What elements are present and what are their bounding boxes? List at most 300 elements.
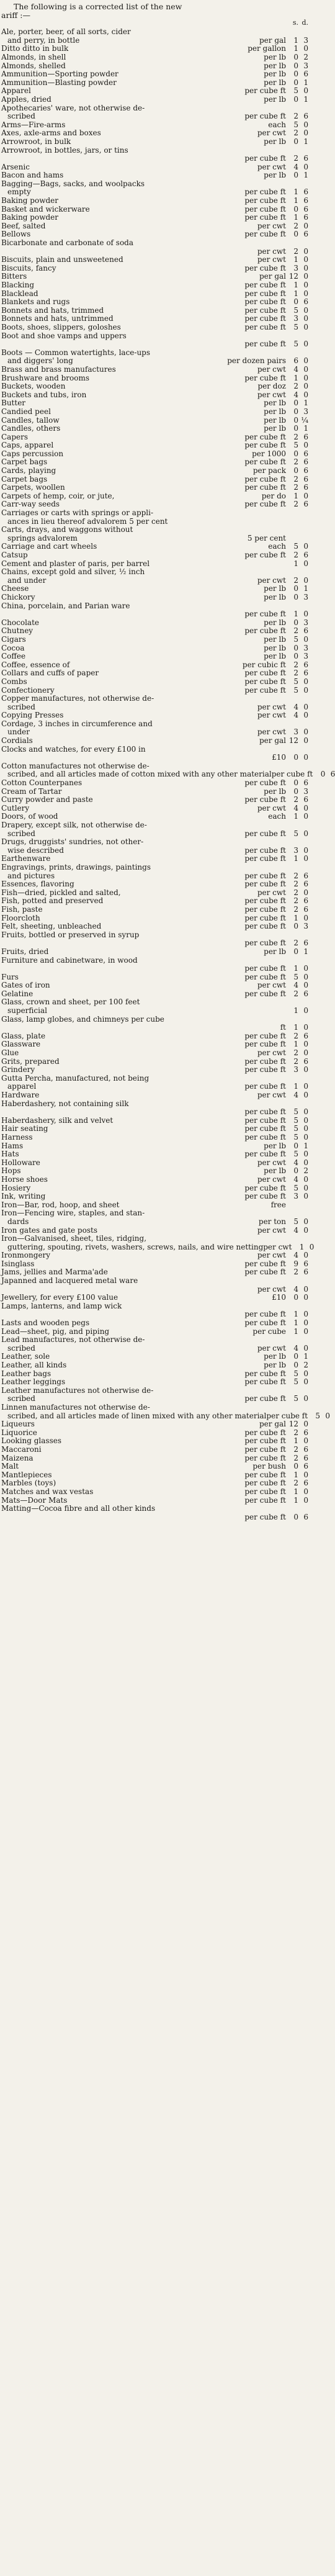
entry-pence: 0: [303, 364, 308, 374]
entry-unit: per cube ft: [244, 213, 286, 222]
entry-shillings: 5: [293, 972, 298, 981]
entry-pence: 0: [303, 727, 308, 737]
entry-pence: 0: [303, 441, 308, 450]
column-header: [1, 19, 308, 27]
entry-pence: 0: [303, 1284, 308, 1294]
entry-shillings: 0: [293, 947, 298, 956]
tariff-entry: [1, 779, 308, 788]
entry-description: [1, 619, 288, 628]
entry-unit: per cube ft: [244, 483, 286, 492]
tariff-entry: [1, 1505, 308, 1521]
entry-shillings: 2: [293, 128, 298, 138]
tariff-entry: [1, 1268, 308, 1277]
tariff-entry: [1, 70, 308, 79]
entry-text: Ink, writing: [1, 1192, 46, 1201]
entry-pence: 0: [303, 753, 308, 762]
entry-text: Liqueurs: [1, 1420, 35, 1429]
entry-shillings: 0: [293, 1293, 298, 1302]
entry-shillings: 2: [293, 1048, 298, 1058]
entry-unit: per cube ft: [244, 441, 286, 450]
entry-continuation: wise described: [7, 845, 64, 855]
entry-shillings: 9: [293, 1259, 298, 1268]
entry-pence: 0: [303, 685, 308, 695]
entry-pence: 3: [303, 592, 308, 601]
entry-pence: 0: [303, 272, 308, 281]
entry-pence: 0: [303, 1174, 308, 1184]
entry-text: Arrowroot, in bulk: [1, 137, 71, 146]
entry-shillings: 0: [293, 786, 298, 796]
entry-text: Copying Presses: [1, 711, 64, 720]
entry-unit: per cube ft: [244, 1394, 286, 1403]
tariff-entry: [1, 1361, 308, 1370]
entry-shillings: 1: [293, 1040, 298, 1049]
entry-description: [1, 1066, 288, 1074]
tariff-entry: [1, 500, 308, 509]
entry-unit: per cube ft: [244, 871, 286, 880]
tariff-entry: [1, 180, 308, 197]
entry-pence: 0: [303, 677, 308, 686]
tariff-entry: [1, 129, 308, 138]
tariff-entry: [1, 880, 308, 889]
tariff-entry: [1, 1328, 308, 1336]
entry-description: Haberdashery, not containing silk: [1, 1099, 129, 1108]
entry-text: Capers: [1, 432, 29, 441]
entry-unit: per lb: [264, 786, 286, 796]
entry-pence: 0: [303, 1343, 308, 1353]
entry-description: Lamps, lanterns, and lamp wick: [1, 1301, 122, 1310]
tariff-entry: [1, 1402, 331, 1420]
entry-pence: 0: [303, 1420, 308, 1429]
entry-description: Furniture and cabinetware, in wood: [1, 955, 138, 965]
entry-text: Gates of iron: [1, 981, 50, 990]
entry-description: [1, 1479, 288, 1488]
entry-pence: 0: [303, 854, 308, 863]
tariff-entry: [1, 745, 308, 762]
entry-description: [1, 551, 288, 560]
entry-pence: 0: [303, 610, 308, 619]
entry-description: [1, 981, 288, 990]
entry-description: [1, 1167, 288, 1176]
entry-shillings: 2: [293, 575, 298, 585]
entry-unit: per cwt: [257, 1225, 286, 1235]
entry-pence: 0: [303, 1006, 308, 1016]
tariff-entry: [1, 678, 308, 687]
entry-pence: 0: [303, 289, 308, 298]
entry-unit: 5 per cent: [247, 533, 286, 543]
tariff-entry: [1, 96, 308, 104]
entry-description: Drugs, druggists' sundries, not other-: [1, 837, 144, 847]
tariff-entry: [1, 28, 308, 45]
entry-pence: 6: [303, 778, 308, 788]
tariff-entry: [1, 45, 308, 53]
entry-description: [1, 779, 288, 788]
entry-shillings: 4: [293, 702, 298, 711]
entry-description: [1, 230, 288, 239]
entry-text: Caps percussion: [1, 449, 64, 458]
entry-description: [1, 636, 288, 644]
entry-description: [1, 1201, 288, 1210]
entry-description: [1, 290, 288, 299]
entry-shillings: 1: [293, 491, 298, 500]
entry-text: Fish, potted and preserved: [1, 896, 104, 906]
entry-shillings: 5: [293, 1115, 298, 1125]
entry-shillings: 5: [293, 1377, 298, 1387]
entry-pence: 0: [303, 221, 308, 230]
entry-text: Jewellery, for every £100 value: [1, 1293, 118, 1302]
entry-unit: per cube ft: [244, 904, 286, 914]
entry-shillings: 1: [293, 1318, 298, 1328]
entry-shillings: 0: [293, 424, 298, 433]
entry-shillings: 4: [293, 981, 298, 990]
tariff-entry: [1, 1353, 308, 1361]
entry-pence: 6: [303, 1268, 308, 1277]
entry-text: Hams: [1, 1141, 24, 1150]
entry-unit: per cube ft: [244, 972, 286, 981]
entry-description: [1, 922, 288, 931]
entry-shillings: 0: [293, 652, 298, 661]
entry-description: [1, 737, 288, 745]
entry-text: Haberdashery, silk and velvet: [1, 1115, 114, 1125]
entry-description: [1, 1251, 288, 1260]
entry-continuation: under: [7, 727, 30, 737]
entry-description: Iron—Galvanised, sheet, tiles, ridging,: [1, 1234, 147, 1243]
entry-pence: 0: [303, 305, 308, 315]
entry-pence: 0: [303, 1326, 308, 1336]
entry-description: [1, 1294, 288, 1302]
entry-pence: 6: [303, 551, 308, 559]
tariff-entry: [1, 1462, 308, 1471]
entry-continuation: and diggers' long: [7, 356, 73, 366]
entry-unit: per cube ft: [244, 1150, 286, 1159]
entry-shillings: 5: [293, 1107, 298, 1117]
entry-description: Bicarbonate and carbonate of soda: [1, 238, 134, 248]
entry-text: Hops: [1, 1166, 21, 1176]
entry-text: Cordials: [1, 736, 33, 745]
entry-shillings: 4: [293, 1284, 298, 1294]
entry-shillings: 1: [293, 255, 298, 264]
entry-unit: per cwt: [263, 1242, 292, 1251]
entry-pence: 0: [303, 1150, 308, 1159]
entry-shillings: [288, 518, 298, 526]
tariff-entry: [1, 711, 308, 720]
entry-unit: per cube ft: [244, 854, 286, 863]
entry-description: [1, 138, 288, 146]
entry-pence: 0: [303, 634, 308, 644]
entry-description: [1, 441, 288, 450]
entry-description: [1, 467, 288, 475]
entry-pence: 6: [303, 939, 308, 948]
entry-shillings: 2: [293, 474, 298, 484]
entry-shillings: 0: [293, 1141, 298, 1150]
tariff-entry: [1, 146, 308, 163]
entry-text: Brass and brass manufactures: [1, 364, 116, 374]
entry-unit: per cube ft: [244, 154, 286, 163]
entry-shillings: 4: [293, 1251, 298, 1260]
entry-text: Cocoa: [1, 643, 25, 652]
entry-description: Drapery, except silk, not otherwise de-: [1, 821, 147, 829]
entry-shillings: 3: [293, 263, 298, 272]
entry-pence: 0: [303, 972, 308, 981]
entry-text: Chocolate: [1, 618, 39, 627]
entry-shillings: 2: [293, 1444, 298, 1454]
entry-unit: per doz: [257, 382, 286, 391]
tariff-entry: [1, 458, 308, 467]
entry-unit: ft: [280, 1023, 286, 1032]
entry-shillings: 2: [293, 1056, 298, 1066]
entry-pence: 6: [303, 432, 308, 441]
entry-shillings: 5: [293, 677, 298, 686]
tariff-entry: [1, 441, 308, 450]
entry-description: [1, 627, 288, 636]
entry-shillings: 3: [293, 1065, 298, 1074]
entry-unit: per cwt: [257, 727, 286, 737]
tariff-entry: [1, 307, 308, 315]
entry-description: [1, 897, 288, 906]
entry-description: [1, 272, 288, 281]
entry-pence: 0: [303, 162, 308, 171]
entry-unit: per lb: [264, 947, 286, 956]
entry-text: Mantlepieces: [1, 1470, 52, 1479]
entry-unit: per cubic ft: [242, 660, 286, 669]
entry-shillings: 0: [293, 1352, 298, 1361]
entry-shillings: 2: [293, 1031, 298, 1040]
entry-description: [1, 450, 288, 459]
entry-unit: per cube ft: [244, 778, 286, 788]
entry-description: [1, 171, 288, 180]
entry-shillings: 0: [293, 1462, 298, 1471]
entry-description: [1, 644, 288, 653]
entry-continuation: scribed: [7, 702, 35, 711]
entry-continuation: and pictures: [7, 871, 55, 880]
entry-text: Blacklead: [1, 289, 38, 298]
entry-pence: 6: [303, 204, 308, 214]
entry-pence: 0: [303, 1369, 308, 1378]
entry-description: [1, 417, 288, 425]
entry-text: Looking glasses: [1, 1436, 62, 1446]
entry-pence: 0: [303, 1436, 308, 1446]
entry-unit: per cube ft: [244, 626, 286, 636]
entry-pence: 0: [303, 1048, 308, 1058]
entry-text: Isinglass: [1, 1259, 35, 1268]
entry-pence: 0: [303, 1310, 308, 1319]
entry-description: Carriages or carts with springs or appli-: [1, 508, 154, 518]
entry-unit: per cube ft: [244, 795, 286, 804]
entry-text: Almonds, in shell: [1, 52, 66, 61]
entry-pence: 6: [303, 500, 308, 509]
entry-pence: 1: [303, 171, 308, 180]
entry-shillings: 4: [293, 1174, 298, 1184]
entry-unit: per cube ft: [244, 989, 286, 998]
entry-unit: per cwt: [257, 1251, 286, 1260]
entry-text: Maizena: [1, 1453, 34, 1462]
entry-pence: 0: [303, 1183, 308, 1192]
entry-shillings: 2: [293, 382, 298, 391]
entry-description: [1, 121, 288, 130]
entry-description: [1, 475, 288, 484]
entry-pence: 3: [303, 652, 308, 661]
entry-description: [1, 399, 288, 408]
entry-description: Gutta Percha, manufactured, not being: [1, 1073, 150, 1083]
entry-pence: 0: [303, 128, 308, 138]
entry-pence: 6: [330, 770, 335, 779]
entry-text: Candles, others: [1, 424, 61, 433]
tariff-entry: [1, 1319, 308, 1328]
entry-text: Matches and wax vestas: [1, 1487, 94, 1496]
entry-shillings: 4: [293, 1158, 298, 1167]
tariff-entry: [1, 568, 308, 585]
entry-description: [1, 1184, 288, 1193]
tariff-entry: [1, 1074, 308, 1091]
entry-pence: 0: [303, 964, 308, 973]
entry-unit: per lb: [264, 1166, 286, 1176]
entry-pence: 6: [303, 871, 308, 880]
entry-shillings: 12: [288, 736, 298, 745]
entry-shillings: 2: [293, 896, 298, 906]
entry-description: [1, 1353, 288, 1361]
entry-pence: 0: [303, 1158, 308, 1167]
entry-shillings: 4: [293, 803, 298, 813]
entry-unit: per cube ft: [244, 913, 286, 922]
entry-description: Apothecaries' ware, not otherwise de-: [1, 103, 145, 112]
entry-description: Lead manufactures, not otherwise de-: [1, 1335, 145, 1344]
entry-shillings: 2: [293, 457, 298, 467]
tariff-entry: [1, 1091, 308, 1100]
entry-shillings: 1: [293, 213, 298, 222]
entry-pence: 3: [303, 922, 308, 931]
entry-shillings: 2: [293, 1268, 298, 1277]
tariff-entry: [1, 197, 308, 205]
entry-unit: per cube ft: [244, 939, 286, 948]
entry-description: Chains, except gold and silver, ½ inch: [1, 567, 145, 577]
entry-unit: per lb: [264, 618, 286, 627]
entry-unit: per cube ft: [244, 1132, 286, 1142]
entry-unit: each: [268, 120, 286, 129]
entry-description: [1, 1361, 288, 1370]
entry-shillings: [288, 534, 298, 543]
entry-pence: 0: [303, 246, 308, 256]
entry-unit: per pack: [252, 466, 286, 475]
entry-text: Grits, prepared: [1, 1056, 60, 1066]
entry-pence: 0: [303, 1107, 308, 1117]
entry-description: [1, 281, 288, 290]
entry-pence: 0: [303, 1495, 308, 1505]
tariff-entry: [1, 1167, 308, 1176]
entry-text: Liquorice: [1, 1428, 37, 1437]
entry-text: Coffee, essence of: [1, 660, 70, 669]
entry-shillings: 2: [293, 1428, 298, 1437]
entry-description: [1, 880, 288, 889]
tariff-entry: [1, 1378, 308, 1387]
entry-description: [1, 678, 288, 687]
entry-text: Fish—dried, pickled and salted,: [1, 888, 121, 897]
entry-unit: per cube ft: [244, 373, 286, 382]
entry-unit: per lb: [264, 171, 286, 180]
entry-unit: per lb: [264, 652, 286, 661]
entry-unit: free: [270, 1200, 286, 1209]
entry-shillings: 0: [293, 922, 298, 931]
entry-pence: 1: [303, 78, 308, 87]
entry-text: Cards, playing: [1, 466, 56, 475]
tariff-entry: [1, 1142, 308, 1151]
tariff-entry: [1, 593, 308, 602]
entry-pence: 0: [303, 829, 308, 838]
entry-description: [1, 1227, 288, 1235]
entry-shillings: 12: [288, 272, 298, 281]
entry-unit: per lb: [264, 424, 286, 433]
entry-description: [1, 1429, 288, 1438]
entry-unit: per cube ft: [244, 880, 286, 889]
entry-description: [1, 53, 288, 62]
entry-unit: per lb: [264, 634, 286, 644]
entry-shillings: 4: [293, 1343, 298, 1353]
entry-pence: 0: [303, 86, 308, 96]
tariff-entry: [1, 636, 308, 644]
entry-description: [1, 256, 288, 264]
entry-description: Cordage, 3 inches in circumference and: [1, 719, 153, 728]
entry-unit: per cube ft: [244, 1487, 286, 1496]
entry-pence: 3: [303, 35, 308, 45]
entry-shillings: 0: [293, 778, 298, 788]
entry-pence: [298, 534, 308, 543]
tariff-entry: [1, 1454, 308, 1463]
tariff-entry: [1, 205, 308, 214]
entry-shillings: 3: [293, 1192, 298, 1201]
entry-unit: per cwt: [257, 702, 286, 711]
entry-unit: per lb: [264, 94, 286, 104]
entry-text: Catsup: [1, 551, 28, 559]
tariff-entry: [1, 889, 308, 898]
entry-pence: 0: [303, 981, 308, 990]
entry-pence: 0: [303, 382, 308, 391]
entry-pence: 6: [303, 880, 308, 889]
entry-text: Apples, dried: [1, 94, 51, 104]
entry-continuation: and under: [7, 575, 47, 585]
entry-unit: per cube ft: [244, 845, 286, 855]
entry-description: Carts, drays, and waggons without: [1, 525, 133, 534]
entry-unit: per cube ft: [244, 263, 286, 272]
tariff-entry: [1, 1227, 308, 1235]
entry-pence: 6: [303, 187, 308, 197]
tariff-entry: [1, 948, 308, 957]
tariff-entry: [1, 382, 308, 391]
entry-unit: per cwt: [257, 1048, 286, 1058]
tariff-entry: [1, 838, 308, 855]
entry-unit: per gal: [259, 272, 286, 281]
entry-shillings: 0: [293, 297, 298, 307]
entry-unit: per cube ft: [244, 281, 286, 289]
entry-shillings: 1: [293, 1023, 298, 1032]
entry-continuation: scribed, and all articles made of cotton mixed with any other material: [7, 770, 272, 779]
entry-shillings: 4: [293, 162, 298, 171]
entry-unit: per gallon: [248, 44, 286, 53]
entry-text: Biscuits, fancy: [1, 263, 56, 272]
entry-shillings: 5: [293, 1394, 298, 1403]
entry-unit: each: [268, 812, 286, 821]
entry-pence: 0: [303, 702, 308, 711]
tariff-entry: [1, 1336, 308, 1353]
entry-text: Essences, flavoring: [1, 880, 74, 889]
entry-continuation: ances in lieu thereof advalorem 5 per cent: [7, 516, 168, 526]
entry-pence: 6: [303, 449, 308, 458]
entry-text: Furs: [1, 972, 19, 981]
entry-description: [1, 492, 288, 501]
shillings-header: s.: [292, 19, 298, 27]
tariff-entry: [1, 821, 308, 838]
entry-pence: 3: [303, 643, 308, 652]
entry-shillings: 2: [293, 939, 298, 948]
entry-description: [1, 543, 288, 551]
entry-pence: 6: [303, 213, 308, 222]
